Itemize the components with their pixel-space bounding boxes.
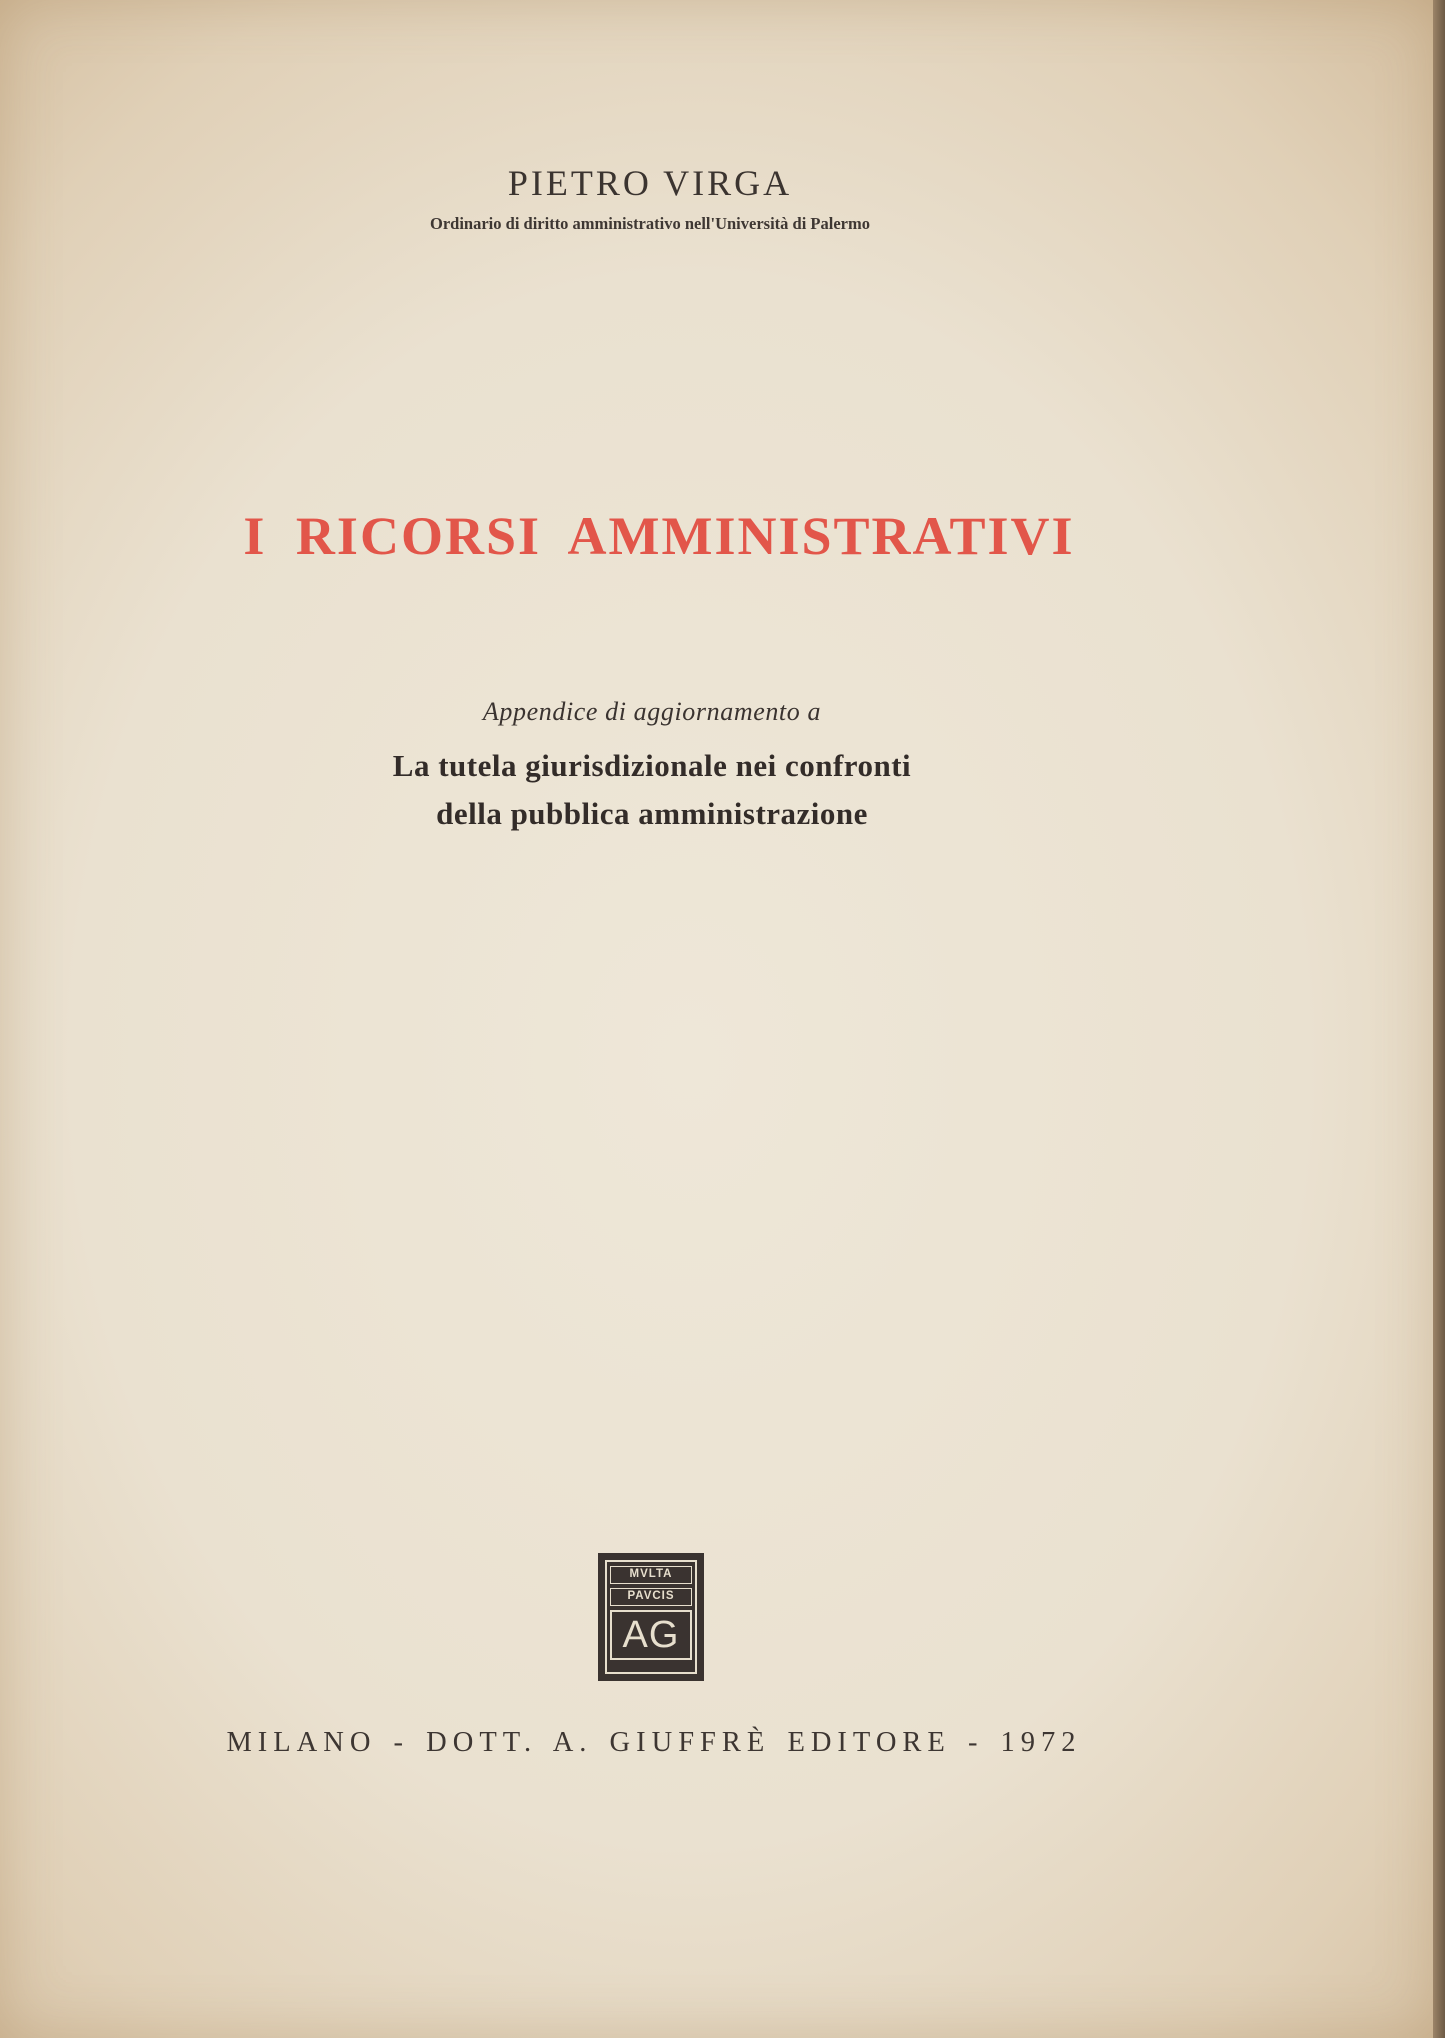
author-affiliation: Ordinario di diritto amministrativo nell'Università di Palermo xyxy=(430,214,870,233)
author-name: PIETRO VIRGA xyxy=(507,163,793,203)
book-title: I RICORSI AMMINISTRATIVI xyxy=(243,506,1075,566)
publisher-logo-frame xyxy=(605,1560,697,1674)
subtitle-intro: Appendice di aggiornamento a xyxy=(482,697,822,726)
publisher-logo xyxy=(598,1553,704,1681)
logo-band-middle: PAVCIS xyxy=(610,1588,692,1606)
related-work-line-2: della pubblica amministrazione xyxy=(436,796,868,831)
logo-monogram: AG xyxy=(610,1610,692,1660)
publisher-imprint: MILANO - DOTT. A. GIUFFRÈ EDITORE - 1972 xyxy=(226,1727,1082,1758)
related-work-line-1: La tutela giurisdizionale nei confronti xyxy=(392,748,912,783)
cover-edge-shadow xyxy=(1433,0,1445,2038)
logo-band-top: MVLTA xyxy=(610,1566,692,1584)
